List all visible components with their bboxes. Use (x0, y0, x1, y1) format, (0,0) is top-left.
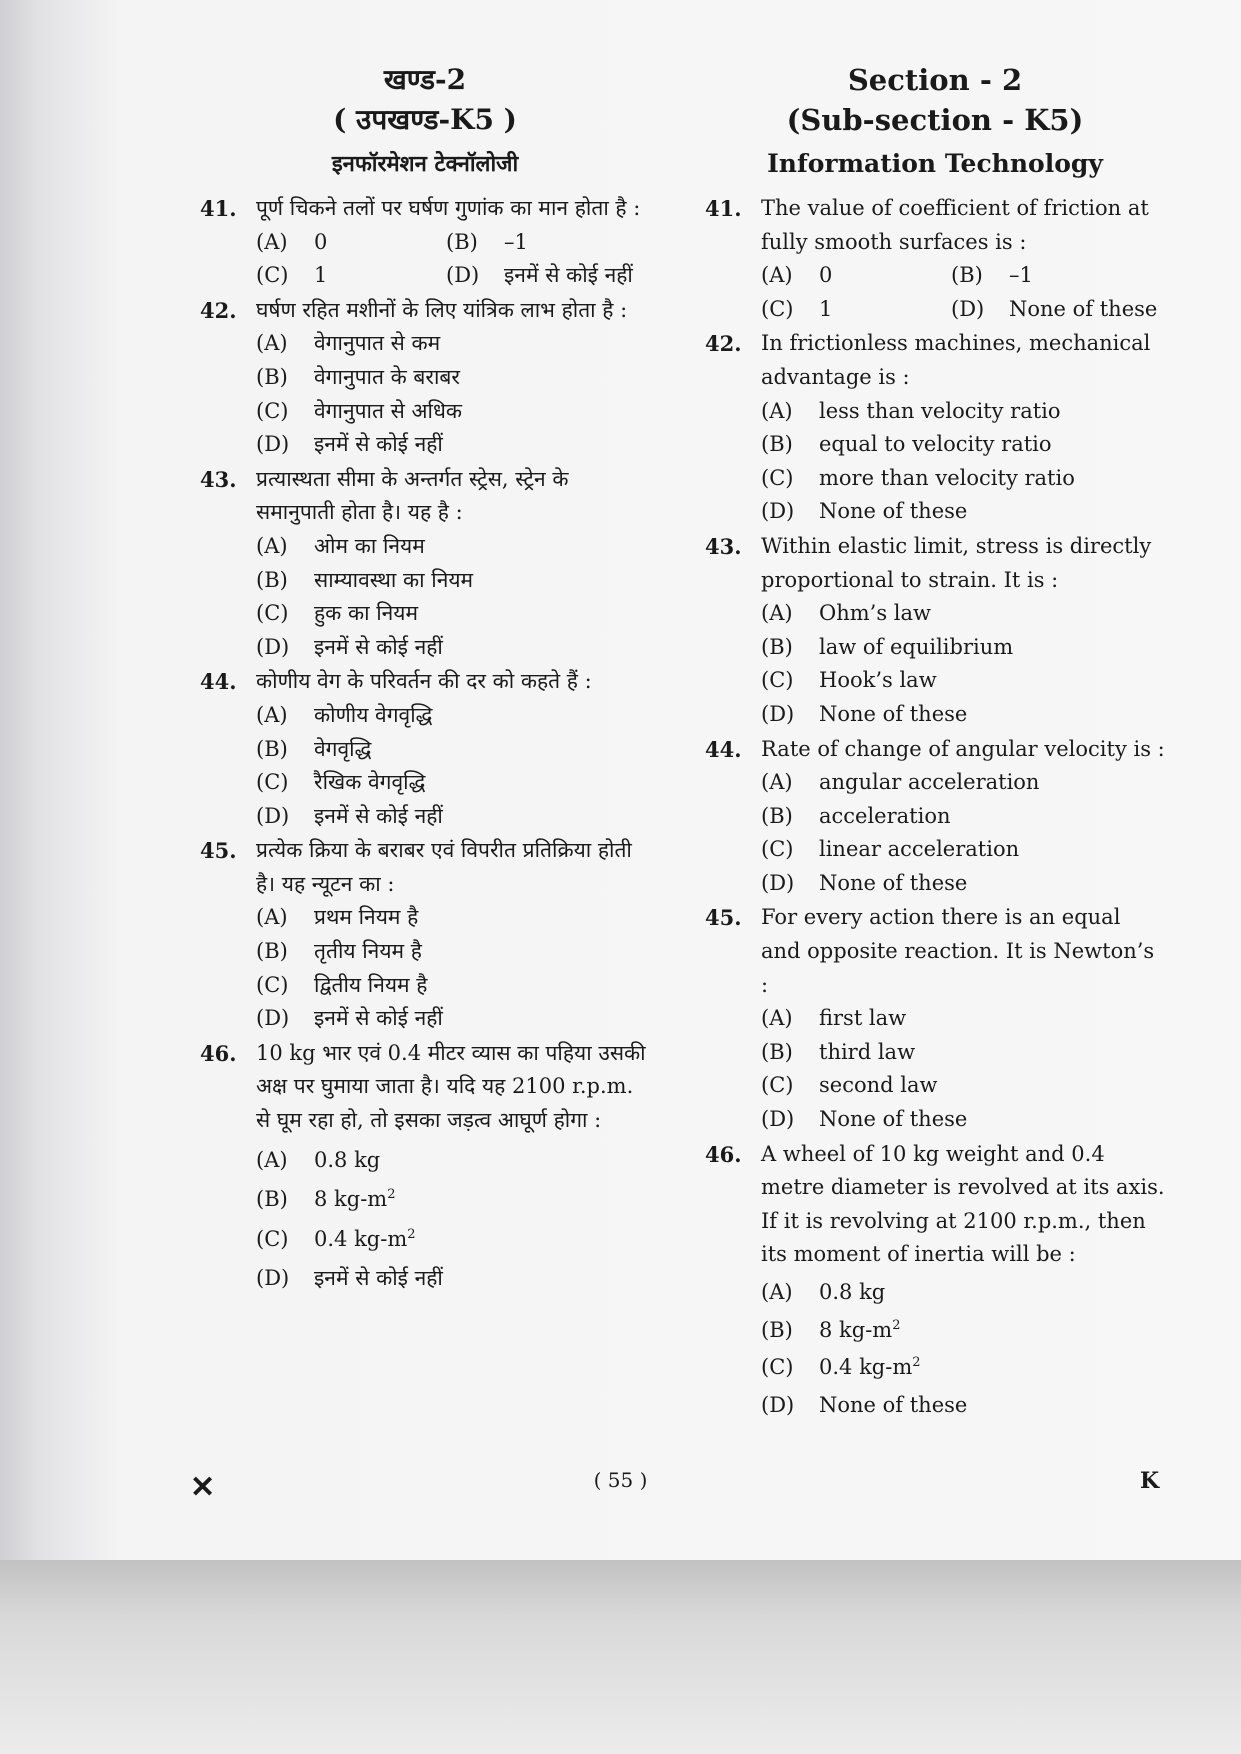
option-label: (D) (256, 803, 290, 828)
english-question-45 (705, 901, 1165, 1136)
option-text: –1 (1009, 263, 1033, 288)
option-label: (C) (761, 465, 794, 490)
hindi-question-41 (200, 192, 650, 293)
option-label: (A) (761, 601, 793, 626)
question-text: Within elastic limit, stress is directly proportional to strain. It is : (761, 533, 1152, 592)
option-text: वेगानुपात के बराबर (314, 364, 461, 389)
option-text: इनमें से कोई नहीं (314, 432, 443, 457)
option-label: (A) (761, 770, 793, 795)
option-text: द्वितीय नियम है (314, 972, 428, 997)
option-text: more than velocity ratio (819, 465, 1075, 490)
option-text: Ohm’s law (819, 601, 931, 626)
option-label: (D) (761, 701, 795, 726)
question-number: 44. (200, 669, 237, 695)
option-text: 0 (819, 263, 833, 288)
question-text: कोणीय वेग के परिवर्तन की दर को कहते हैं : (256, 669, 592, 694)
question-number: 44. (705, 736, 742, 762)
option-text: None of these (819, 1107, 968, 1132)
option-label: (D) (256, 1266, 290, 1291)
option-text: 0.4 $kg-m^2$ (819, 1355, 921, 1380)
option-text: 0.8 kg (314, 1147, 381, 1172)
question-text: घर्षण रहित मशीनों के लिए यांत्रिक लाभ होता है : (256, 297, 628, 322)
option-label: (C) (256, 601, 289, 626)
option-label: (B) (761, 803, 793, 828)
option-label: (D) (761, 499, 795, 524)
option-text: 0.8 kg (819, 1280, 886, 1304)
option-label: (B) (761, 1317, 793, 1342)
scan-shadow (0, 1560, 1241, 1754)
option-label: (C) (761, 837, 794, 862)
question-text: पूर्ण चिकने तलों पर घर्षण गुणांक का मान होता है : (256, 196, 641, 220)
option-text: कोणीय वेगवृद्धि (314, 702, 433, 727)
option-label: (A) (256, 1147, 288, 1172)
option-text: None of these (1009, 296, 1158, 321)
option-label: (A) (256, 229, 288, 254)
option-label: (D) (761, 1107, 795, 1132)
option-text: इनमें से कोई नहीं (314, 634, 443, 659)
option-text: साम्यावस्था का नियम (314, 567, 474, 592)
hindi-subject-heading: इनफॉरमेशन टेक्नॉलोजी (331, 151, 519, 177)
option-label: (B) (446, 229, 478, 254)
page-number: ( 55 ) (593, 1468, 648, 1492)
option-text: less than velocity ratio (819, 398, 1061, 423)
question-text: प्रत्यास्थता सीमा के अन्तर्गत स्ट्रेस, स्ट्रेन के समानुपाती होता है। यह है : (256, 466, 569, 525)
question-number: 45. (200, 838, 237, 864)
question-number: 41. (705, 196, 742, 221)
option-text: रैखिक वेगवृद्धि (314, 770, 426, 795)
option-label: (A) (761, 398, 793, 423)
option-text: वेगवृद्धि (314, 736, 372, 761)
hindi-subsection-heading: ( उपखण्ड-K5 ) (333, 103, 517, 136)
option-label: (B) (256, 939, 288, 964)
question-number: 41. (200, 196, 237, 221)
question-text: A wheel of 10 kg weight and 0.4 metre diameter is revolved at its axis. If it is revolving at 2100 r.p.m., then its moment of inertia will be : (761, 1141, 1165, 1267)
question-text: Rate of change of angular velocity is : (761, 736, 1165, 761)
hindi-column (200, 60, 650, 1297)
option-text: linear acceleration (819, 837, 1020, 862)
option-label: (D) (256, 634, 290, 659)
option-text: प्रथम नियम है (314, 905, 419, 930)
option-text: third law (819, 1039, 916, 1064)
option-label: (D) (761, 870, 795, 895)
option-text: acceleration (819, 803, 951, 828)
option-label: (A) (761, 1006, 793, 1031)
option-text: –1 (504, 229, 528, 254)
option-label: (B) (256, 364, 288, 389)
english-question-43 (705, 530, 1165, 732)
hindi-question-43 (200, 463, 650, 665)
option-text: तृतीय नियम है (314, 939, 422, 964)
option-label: (D) (446, 263, 480, 288)
option-text: वेगानुपात से अधिक (314, 398, 463, 423)
option-label: (A) (256, 331, 288, 356)
option-label: (C) (761, 296, 794, 321)
option-label: (C) (256, 1226, 289, 1251)
option-label: (B) (256, 736, 288, 761)
option-label: (C) (256, 770, 289, 795)
question-number: 43. (705, 533, 742, 559)
option-text: 1 (819, 296, 833, 321)
option-label: (C) (761, 1355, 794, 1380)
option-text: Hook’s law (819, 668, 937, 693)
option-text: 8 $kg-m^2$ (314, 1187, 396, 1212)
option-text: 8 $kg-m^2$ (819, 1317, 901, 1342)
option-label: (A) (761, 263, 793, 288)
question-text: 10 kg भार एवं 0.4 मीटर व्यास का पहिया उसकी अक्ष पर घुमाया जाता है। यदि यह 2100 r.p.m. से घूम रहा हो, तो इसका जड़त्व आघूर्ण होगा : (256, 1040, 646, 1133)
question-number: 42. (200, 297, 237, 323)
option-label: (B) (761, 1039, 793, 1064)
option-label: (A) (761, 1280, 793, 1304)
question-number: 43. (200, 466, 237, 492)
english-column (705, 60, 1165, 1423)
question-number: 46. (705, 1141, 742, 1167)
option-text: इनमें से कोई नहीं (314, 1266, 443, 1291)
option-text: second law (819, 1073, 938, 1098)
question-text: In frictionless machines, mechanical advantage is : (761, 331, 1151, 389)
option-label: (D) (761, 1392, 795, 1417)
option-label: (C) (256, 398, 289, 423)
option-text: None of these (819, 499, 968, 524)
option-text: इनमें से कोई नहीं (314, 803, 443, 828)
option-label: (B) (761, 634, 793, 659)
option-text: first law (819, 1006, 907, 1031)
question-number: 42. (705, 331, 742, 357)
english-question-42 (705, 327, 1165, 529)
option-label: (B) (761, 432, 793, 457)
option-text: equal to velocity ratio (819, 432, 1052, 457)
english-subject-heading: Information Technology (767, 149, 1103, 178)
english-question-41 (705, 192, 1165, 326)
hindi-question-42 (200, 294, 650, 462)
option-label: (C) (761, 1073, 794, 1098)
option-label: (A) (256, 702, 288, 727)
question-text: The value of coefficient of friction at fully smooth surfaces is : (761, 196, 1149, 254)
option-text: None of these (819, 1392, 968, 1417)
hindi-question-46 (200, 1037, 650, 1296)
option-label: (D) (951, 296, 985, 321)
option-label: (D) (256, 432, 290, 457)
option-text: 1 (314, 263, 328, 288)
option-label: (C) (761, 668, 794, 693)
option-text: None of these (819, 870, 968, 895)
option-label: (C) (256, 263, 289, 288)
question-number: 46. (200, 1040, 237, 1066)
option-label: (A) (256, 533, 288, 558)
option-label: (B) (256, 567, 288, 592)
option-text: इनमें से कोई नहीं (504, 263, 633, 288)
option-text: इनमें से कोई नहीं (314, 1006, 443, 1031)
cross-mark-icon: ✕ (190, 1470, 216, 1505)
option-label: (D) (256, 1006, 290, 1031)
question-text: प्रत्येक क्रिया के बराबर एवं विपरीत प्रतिक्रिया होती है। यह न्यूटन का : (256, 838, 632, 896)
option-label: (A) (256, 905, 288, 930)
english-subsection-heading: (Sub-section - K5) (786, 103, 1084, 137)
booklet-series-mark: K (1140, 1468, 1160, 1494)
english-section-heading: Section - 2 (847, 63, 1023, 97)
hindi-section-heading: खण्ड-2 (383, 63, 467, 96)
english-question-46 (705, 1138, 1165, 1423)
question-number: 45. (705, 905, 742, 931)
hindi-question-45 (200, 834, 650, 1036)
option-text: None of these (819, 701, 968, 726)
option-text: ओम का नियम (314, 533, 425, 558)
option-text: हुक का नियम (314, 601, 419, 626)
option-text: angular acceleration (819, 770, 1040, 795)
option-label: (C) (256, 972, 289, 997)
option-text: 0 (314, 229, 328, 254)
option-label: (B) (256, 1187, 288, 1212)
option-text: वेगानुपात से कम (314, 331, 441, 356)
option-label: (B) (951, 263, 983, 288)
english-question-44 (705, 733, 1165, 901)
option-text: 0.4 $kg-m^2$ (314, 1226, 416, 1251)
question-text: For every action there is an equal and opposite reaction. It is Newton’s : (761, 905, 1155, 997)
hindi-question-44 (200, 665, 650, 833)
option-text: law of equilibrium (819, 634, 1014, 659)
